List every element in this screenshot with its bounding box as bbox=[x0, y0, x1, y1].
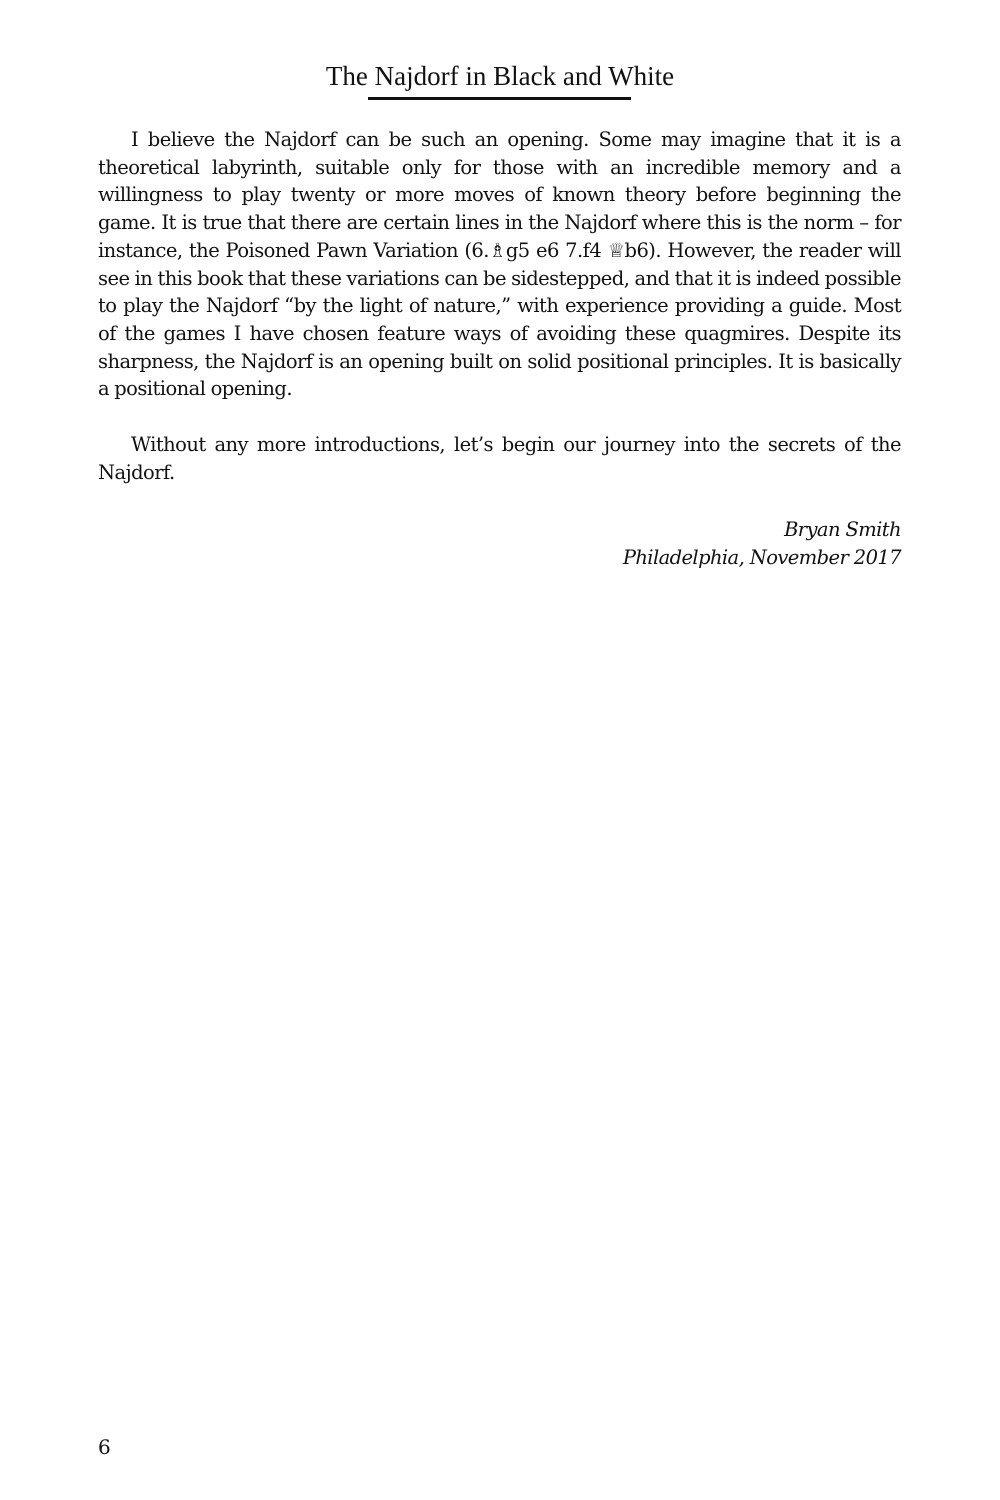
body-text bbox=[98, 126, 901, 514]
page-number: 6 bbox=[98, 1435, 111, 1459]
signature-block bbox=[623, 516, 901, 571]
paragraph-intro: I believe the Najdorf can be such an opening. Some may imagine that it is a theoretical labyrinth, suitable only for those with an incredible memory and a willingness to play twenty or more moves of known theory before beginning the game. It is true that there are certain lines in the Najdorf where this is the norm – for instance, the Poisoned Pawn Variation (6.♗g5 e6 7.f4 ♕b6). However, the reader will see in this book that these variations can be sidestepped, and that it is indeed possible to play the Najdorf “by the light of nature,” with experience providing a guide. Most of the games I have chosen feature ways of avoiding these quagmires. Despite its sharpness, the Najdorf is an opening built on solid positional principles. It is basically a positional opening. bbox=[98, 128, 901, 401]
running-header-title: The Najdorf in Black and White bbox=[325, 61, 675, 91]
header-rule bbox=[368, 97, 631, 100]
paragraph-closing: Without any more introductions, let’s begin our journey into the secrets of the Najdorf. bbox=[98, 433, 901, 484]
signature-place-date: Philadelphia, November 2017 bbox=[622, 545, 901, 569]
signature-author: Bryan Smith bbox=[784, 518, 901, 541]
